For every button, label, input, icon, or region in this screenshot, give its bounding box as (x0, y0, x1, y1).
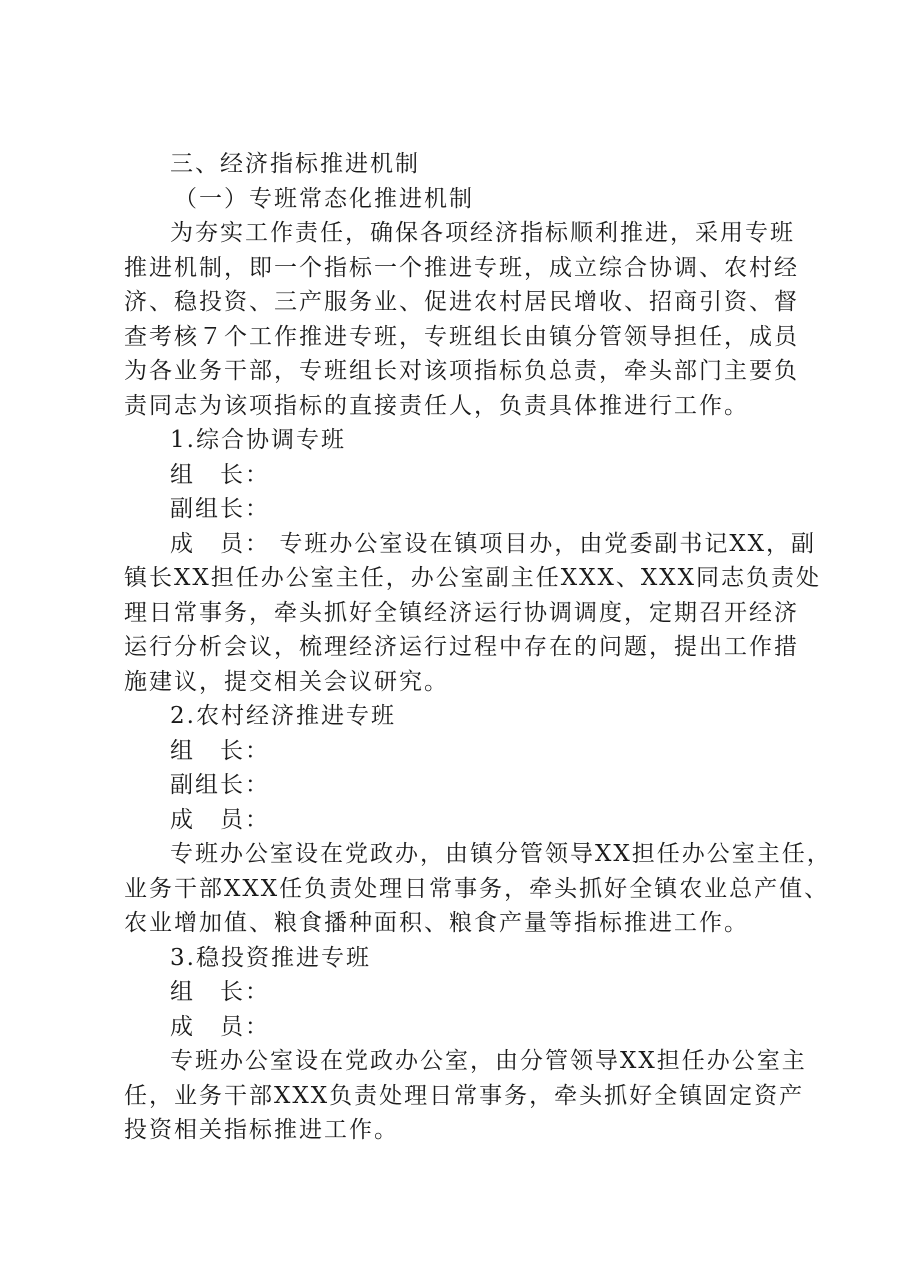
paragraph-line: 济、稳投资、三产服务业、促进农村居民增收、招商引资、督 (124, 289, 799, 315)
group-title: 3.稳投资推进专班 (170, 944, 371, 971)
paragraph-line: 推进机制，即一个指标一个推进专班，成立综合协调、农村经 (124, 254, 799, 281)
deputy-label: 副组长： (170, 496, 270, 522)
leader-label: 组 长： (170, 737, 270, 764)
paragraph-line: 为各业务干部，专班组长对该项指标负总责，牵头部门主要负 (124, 358, 799, 384)
paragraph-line: 投资相关指标推进工作。 (124, 1117, 399, 1143)
group-title: 2.农村经济推进专班 (170, 703, 396, 729)
paragraph-line: 镇长XX担任办公室主任，办公室副主任XXX、XXX同志负责处 (124, 565, 821, 591)
paragraph-line: 运行分析会议，梳理经济运行过程中存在的问题，提出工作措 (124, 634, 799, 660)
group-title: 1.综合协调专班 (170, 427, 346, 453)
paragraph-line: 任，业务干部XXX负责处理日常事务，牵头抓好全镇固定资产 (124, 1082, 805, 1109)
paragraph-line: 查考核７个工作推进专班，专班组长由镇分管领导担任，成员 (124, 323, 799, 350)
paragraph-line: 专班办公室设在党政办，由镇分管领导XX担任办公室主任， (170, 841, 832, 867)
leader-label: 组 长： (170, 461, 270, 488)
paragraph-line: 农业增加值、粮食播种面积、粮食产量等指标推进工作。 (124, 910, 749, 936)
members-label: 成 员： (170, 530, 270, 557)
subsection-heading: （一）专班常态化推进机制 (174, 185, 474, 212)
section-heading: 三、经济指标推进机制 (170, 151, 420, 177)
members-label: 成 员： (170, 1013, 270, 1040)
paragraph-line: 施建议，提交相关会议研究。 (124, 668, 449, 695)
members-inline-text: 专班办公室设在镇项目办，由党委副书记XX，副 (279, 530, 817, 557)
deputy-label: 副组长： (170, 772, 270, 798)
paragraph-line: 专班办公室设在党政办公室，由分管领导XX担任办公室主 (170, 1048, 807, 1074)
paragraph-line: 理日常事务，牵头抓好全镇经济运行协调调度，定期召开经济 (124, 599, 799, 626)
paragraph-line: 责同志为该项指标的直接责任人，负责具体推进行工作。 (124, 392, 749, 419)
members-label: 成 员： (170, 806, 270, 833)
paragraph-line: 为夯实工作责任，确保各项经济指标顺利推进，采用专班 (170, 220, 795, 246)
paragraph-line: 业务干部XXX任负责处理日常事务，牵头抓好全镇农业总产值、 (124, 875, 830, 902)
document-body (124, 147, 832, 1148)
members-line (124, 527, 817, 562)
leader-label: 组 长： (170, 979, 270, 1005)
